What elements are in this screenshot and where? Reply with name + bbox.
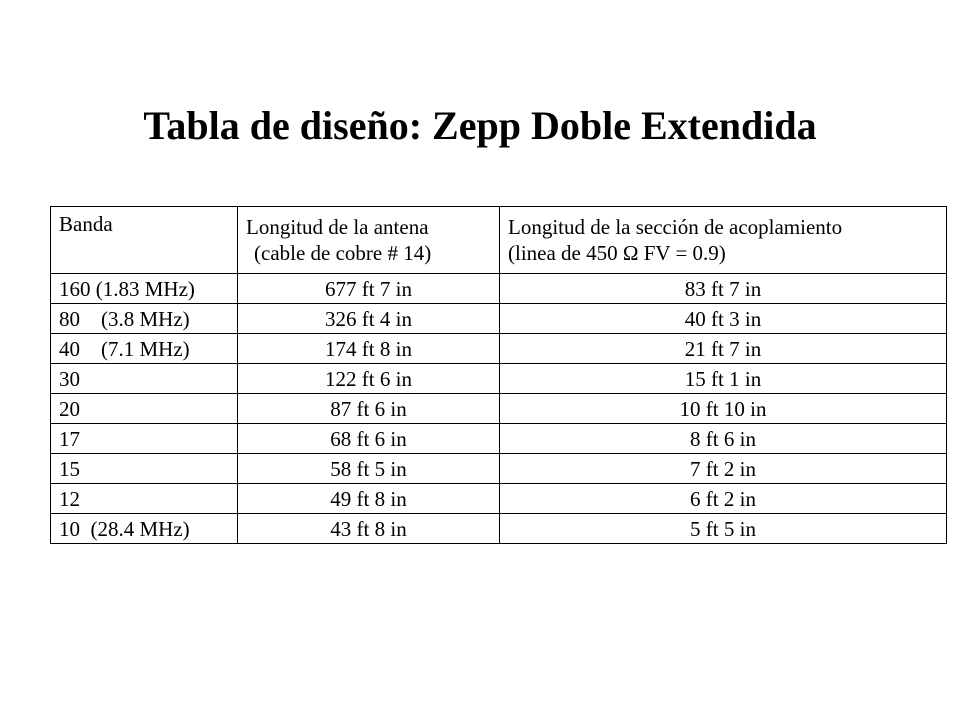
- cell-antenna-length: 87 ft 6 in: [238, 394, 500, 424]
- cell-band: 12: [51, 484, 238, 514]
- cell-matching-length: 7 ft 2 in: [500, 454, 947, 484]
- design-table: [50, 206, 947, 544]
- table-row: [51, 514, 947, 544]
- cell-band: 40 (7.1 MHz): [51, 334, 238, 364]
- header-antenna-length: [238, 207, 500, 274]
- table-header-row: [51, 207, 947, 274]
- cell-band: 30: [51, 364, 238, 394]
- table-row: [51, 334, 947, 364]
- page-title: Tabla de diseño: Zepp Doble Extendida: [143, 103, 817, 148]
- cell-antenna-length: 43 ft 8 in: [238, 514, 500, 544]
- header-matching-section: [500, 207, 947, 274]
- cell-antenna-length: 58 ft 5 in: [238, 454, 500, 484]
- cell-band: 80 (3.8 MHz): [51, 304, 238, 334]
- table-row: [51, 394, 947, 424]
- cell-antenna-length: 174 ft 8 in: [238, 334, 500, 364]
- cell-antenna-length: 49 ft 8 in: [238, 484, 500, 514]
- table-row: [51, 454, 947, 484]
- cell-matching-length: 5 ft 5 in: [500, 514, 947, 544]
- table-row: [51, 364, 947, 394]
- cell-antenna-length: 122 ft 6 in: [238, 364, 500, 394]
- table-row: [51, 304, 947, 334]
- cell-matching-length: 83 ft 7 in: [500, 274, 947, 304]
- cell-matching-length: 21 ft 7 in: [500, 334, 947, 364]
- table-row: [51, 274, 947, 304]
- cell-band: 10 (28.4 MHz): [51, 514, 238, 544]
- header-band: [51, 207, 238, 274]
- cell-matching-length: 10 ft 10 in: [500, 394, 947, 424]
- cell-antenna-length: 68 ft 6 in: [238, 424, 500, 454]
- table-row: [51, 484, 947, 514]
- table-row: [51, 424, 947, 454]
- header-band-label: Banda: [59, 212, 113, 236]
- header-matching-section-line2: (linea de 450 Ω FV = 0.9): [508, 241, 726, 265]
- header-matching-section-line1: Longitud de la sección de acoplamiento: [508, 215, 843, 239]
- cell-band: 20: [51, 394, 238, 424]
- header-antenna-length-line1: Longitud de la antena: [246, 215, 429, 239]
- cell-matching-length: 15 ft 1 in: [500, 364, 947, 394]
- cell-matching-length: 40 ft 3 in: [500, 304, 947, 334]
- cell-band: 15: [51, 454, 238, 484]
- cell-matching-length: 6 ft 2 in: [500, 484, 947, 514]
- cell-band: 17: [51, 424, 238, 454]
- cell-matching-length: 8 ft 6 in: [500, 424, 947, 454]
- cell-band: 160 (1.83 MHz): [51, 274, 238, 304]
- cell-antenna-length: 677 ft 7 in: [238, 274, 500, 304]
- cell-antenna-length: 326 ft 4 in: [238, 304, 500, 334]
- header-antenna-length-line2: (cable de cobre # 14): [254, 241, 432, 265]
